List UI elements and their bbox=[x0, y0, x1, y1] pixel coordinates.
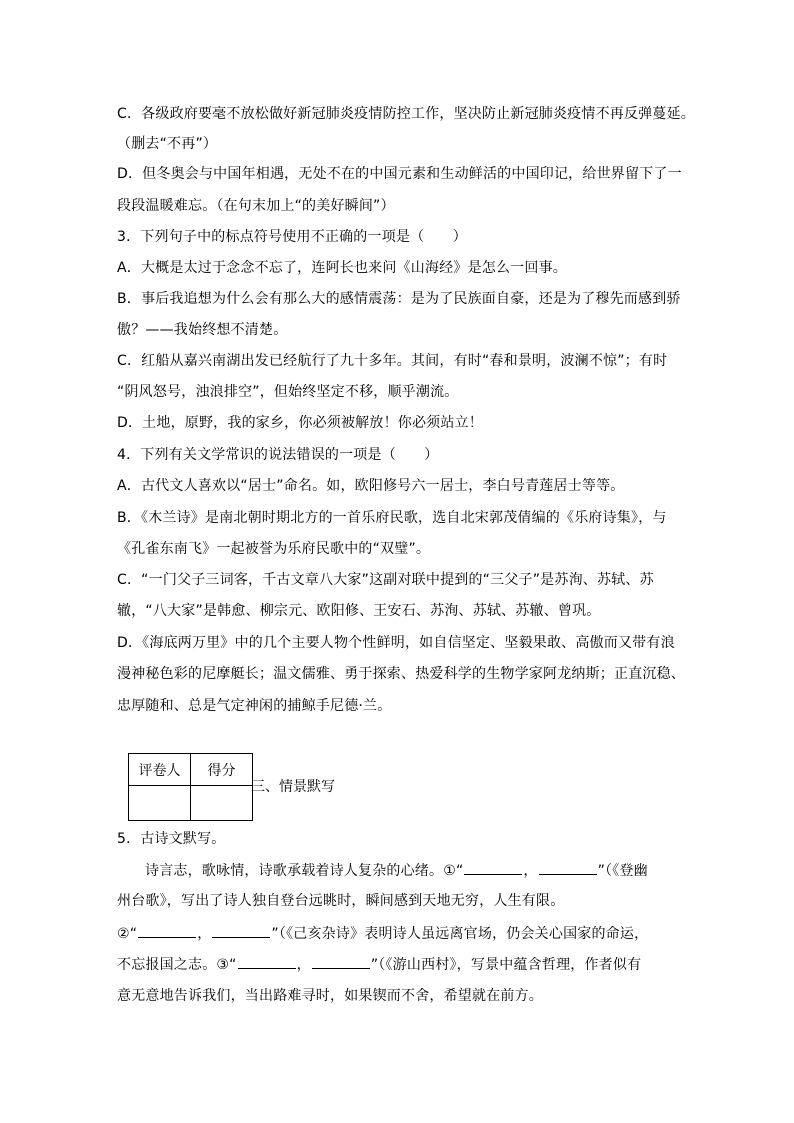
question-5-title: 5．古诗文默写。 bbox=[117, 831, 226, 847]
question-4-title: 4．下列有关文学常识的说法错误的一项是（ ） bbox=[117, 447, 439, 463]
q4-option-b: B．《木兰诗》是南北朝时期北方的一首乐府民歌，选自北宋郭茂倩编的《乐府诗集》，与 bbox=[117, 510, 667, 526]
question-3-title: 3．下列句子中的标点符号使用不正确的一项是（ ） bbox=[117, 229, 467, 245]
q4-option-c-cont: 辙，“八大家”是韩愈、柳宗元、欧阳修、王安石、苏洵、苏轼、苏辙、曾巩。 bbox=[117, 603, 601, 619]
answer-blank-1b bbox=[539, 860, 597, 875]
q3-option-b-cont: 傲？——我始终想不清楚。 bbox=[117, 322, 288, 338]
q4-option-c: C．“一门父子三词客，千古文章八大家”这副对联中提到的“三父子”是苏洵、苏轼、苏 bbox=[117, 572, 654, 588]
q3-option-b: B．事后我追想为什么会有那么大的感情震荡：是为了民族面自豪，还是为了穆先而感到骄 bbox=[117, 291, 681, 307]
q4-option-b-cont: 《孔雀东南飞》一起被誉为乐府民歌中的“双璧”。 bbox=[117, 541, 431, 557]
answer-blank-3b bbox=[312, 954, 370, 969]
q5-paragraph-line-1: 诗言志，歌咏情，诗歌承载着诗人复杂的心绪。①“ ， ”（《登幽 bbox=[145, 860, 715, 881]
answer-blank-2b bbox=[212, 923, 270, 938]
q4-option-a: A．古代文人喜欢以“居士”命名。如，欧阳修号六一居士，李白号青莲居士等等。 bbox=[117, 478, 625, 494]
option-c-note: （删去“不再”） bbox=[117, 136, 218, 152]
answer-blank-2a bbox=[138, 923, 196, 938]
q4-option-d: D．《海底两万里》中的几个主要人物个性鲜明，如自信坚定、坚毅果敢、高傲而又带有浪 bbox=[117, 635, 675, 651]
option-d-note: 段段温暖难忘。（在句末加上“的美好瞬间”） bbox=[117, 198, 395, 214]
score-cell bbox=[191, 786, 253, 821]
q3-option-c: C．红船从嘉兴南湖出发已经航行了九十多年。其间，有时“春和景明，波澜不惊”；有时 bbox=[117, 353, 668, 369]
section-title: 三、情景默写 bbox=[251, 779, 335, 795]
q5-paragraph-line-4: 不忘报国之志。③“ ， ”（《游山西村》，写景中蕴含哲理，作者似有 bbox=[117, 954, 687, 975]
score-table bbox=[128, 753, 253, 821]
q5-paragraph-line-5: 意无意地告诉我们，当出路难寻时，如果锲而不舍，希望就在前方。 bbox=[117, 988, 543, 1004]
q3-option-d: D．土地，原野，我的家乡，你必须被解放！你必须站立！ bbox=[117, 415, 483, 431]
answer-blank-3a bbox=[238, 954, 296, 969]
q5-paragraph-line-3: ②“ ， ”（《己亥杂诗》表明诗人虽远离官场，仍会关心国家的命运， bbox=[117, 923, 687, 944]
q3-option-a: A．大概是太过于念念不忘了，连阿长也来问《山海经》是怎么一回事。 bbox=[117, 260, 567, 276]
q3-option-c-cont: “阴风怒号，浊浪排空”，但始终坚定不移，顺乎潮流。 bbox=[117, 384, 459, 400]
q4-option-d-cont: 漫神秘色彩的尼摩艇长；温文儒雅、勇于探索、热爱科学的生物学家阿龙纳斯；正直沉稳、 bbox=[117, 666, 685, 682]
grader-header: 评卷人 bbox=[129, 754, 191, 786]
grader-cell bbox=[129, 786, 191, 821]
q5-paragraph-line-2: 州台歌》，写出了诗人独自登台远眺时，瞬间感到天地无穷，人生有限。 bbox=[117, 893, 565, 909]
answer-blank-1a bbox=[464, 860, 522, 875]
q4-option-d-end: 忠厚随和、总是气定神闲的捕鲸手尼德·兰。 bbox=[117, 698, 392, 714]
option-c-text: C．各级政府要毫不放松做好新冠肺炎疫情防控工作，坚决防止新冠肺炎疫情不再反弹蔓延。 bbox=[117, 106, 695, 122]
option-d-text: D．但冬奥会与中国年相遇，无处不在的中国元素和生动鲜活的中国印记，给世界留下了一 bbox=[117, 166, 682, 182]
score-header: 得分 bbox=[191, 754, 253, 786]
